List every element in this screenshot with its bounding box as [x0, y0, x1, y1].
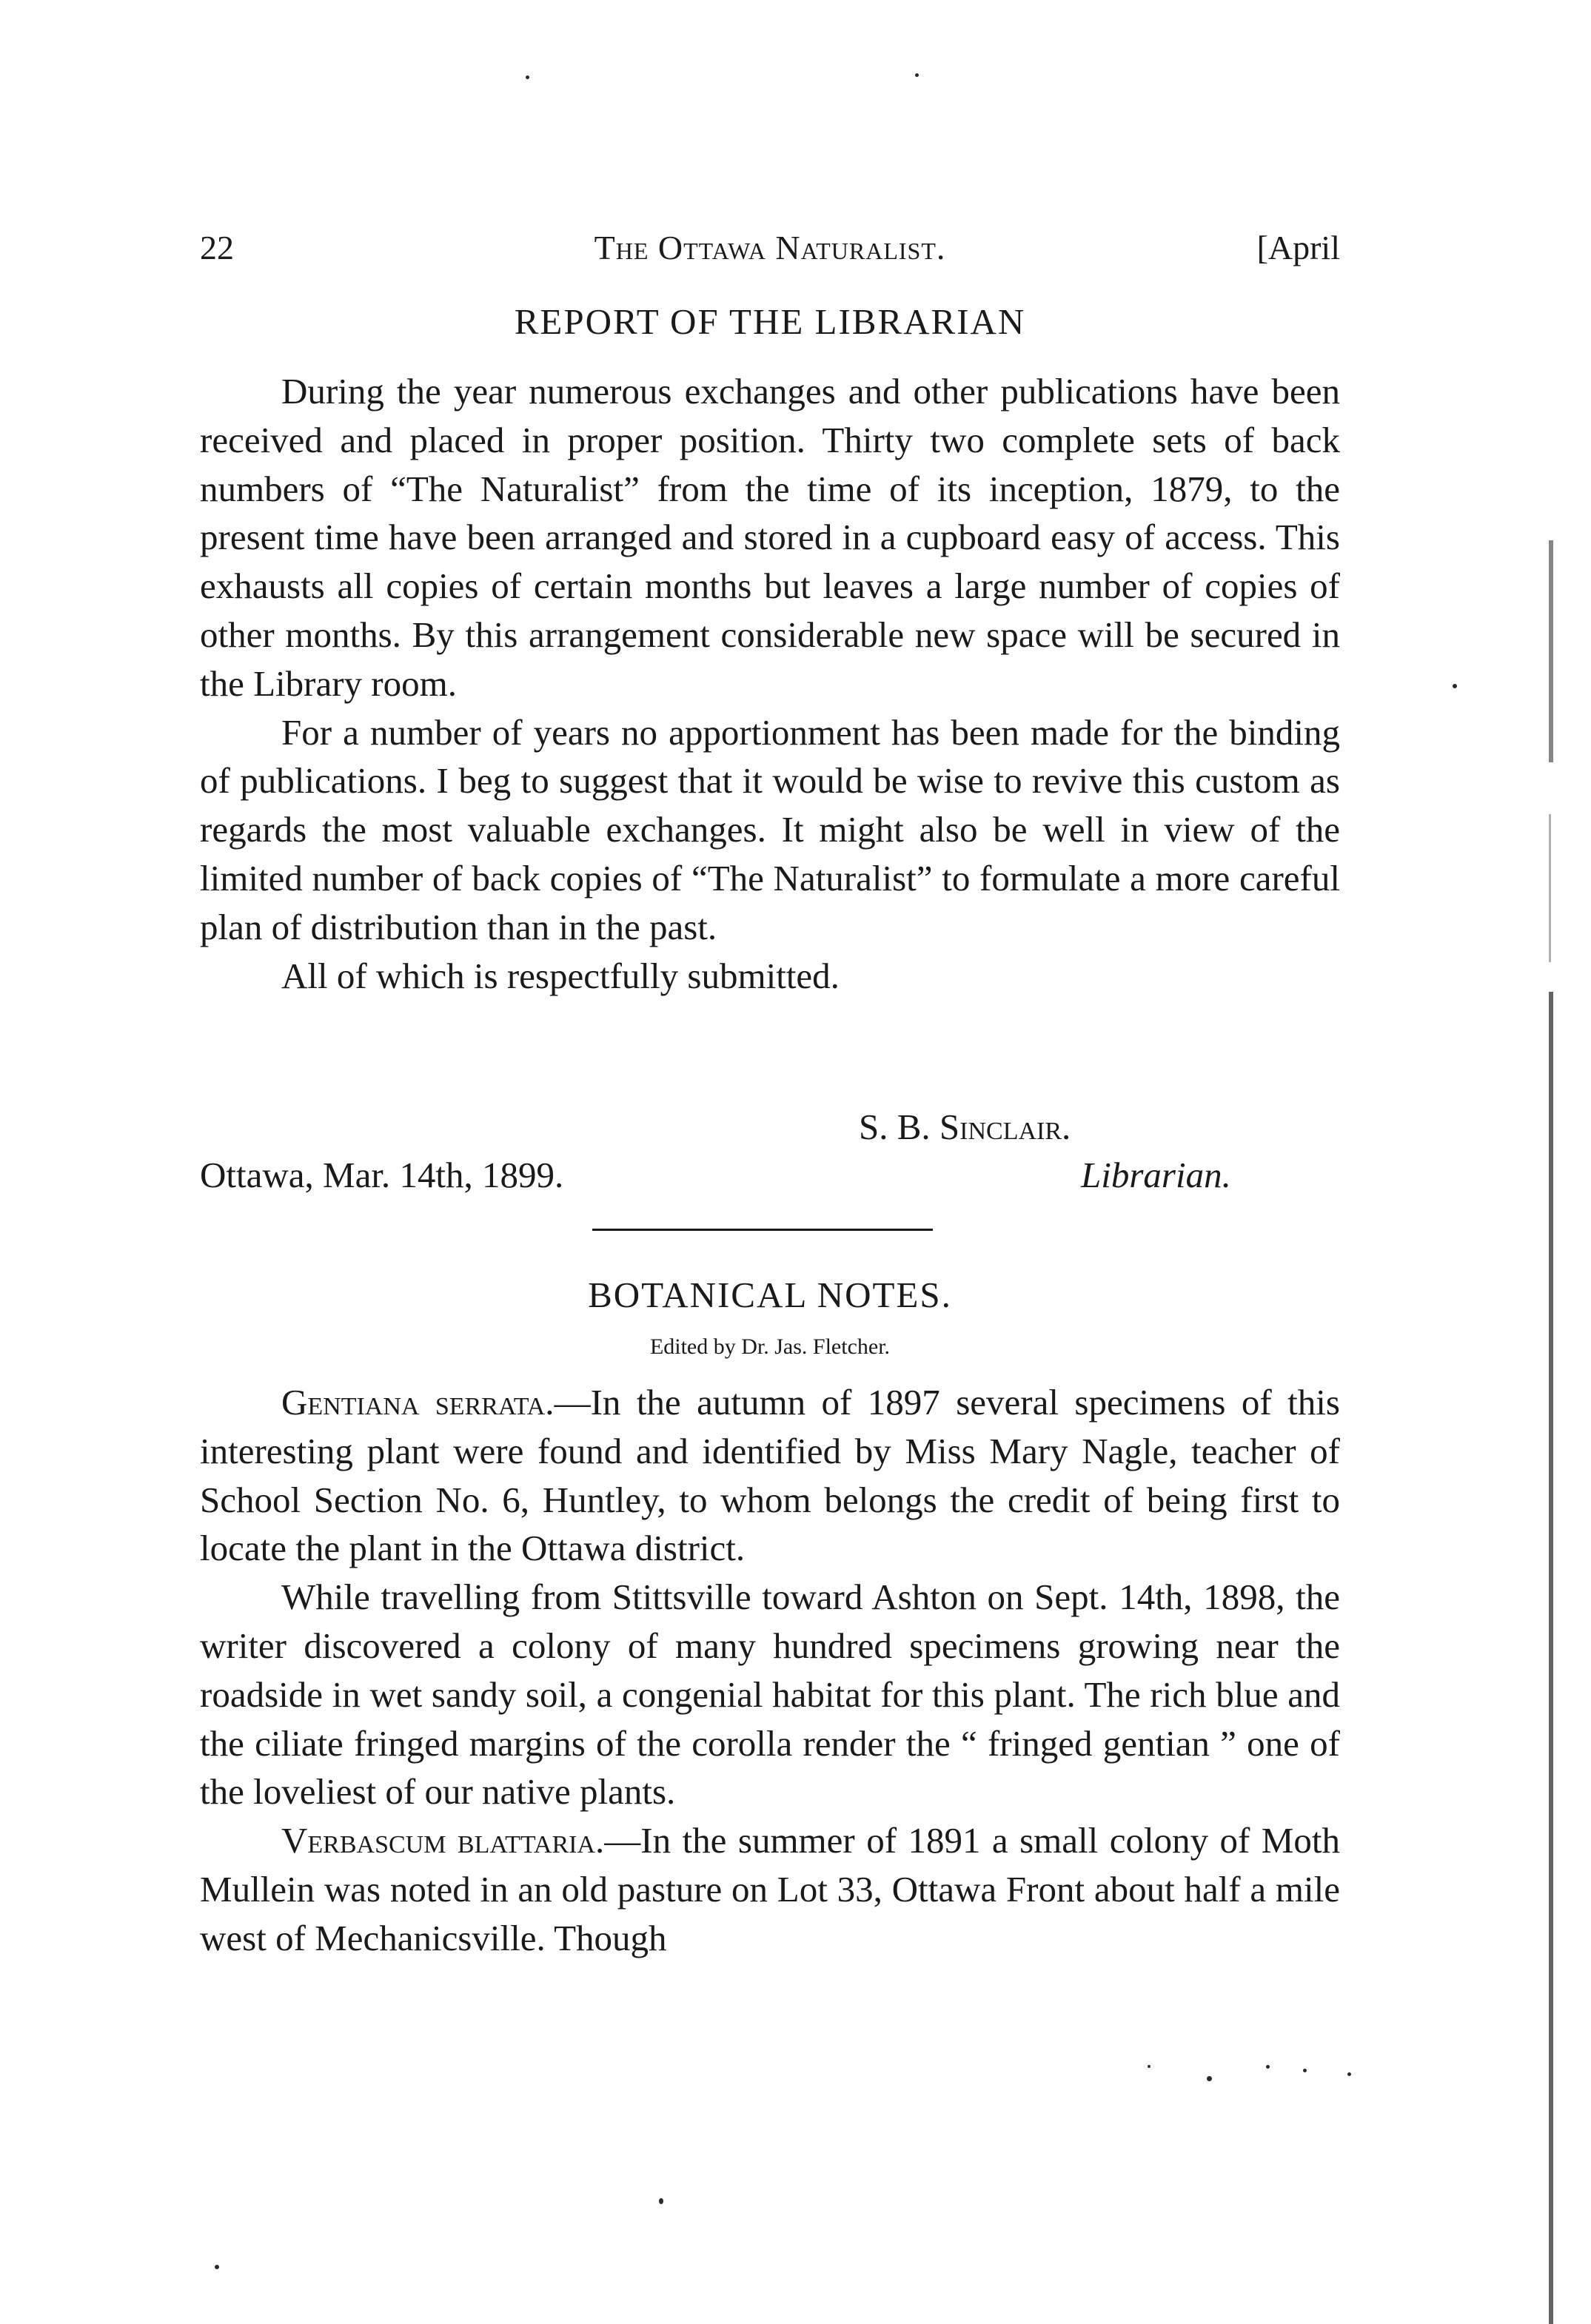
note-paragraph: [200, 1816, 1340, 1962]
issue-month: [April: [1256, 229, 1340, 266]
page-number: 22: [200, 229, 234, 266]
scan-edge-mark: [1549, 992, 1553, 2324]
note-text: —In the summer of 1891 a small colony of Moth Mullein was noted in an old pasture on Lot 33, Ottawa Front about half a mile west of Mechanicsville. Though: [200, 1820, 1340, 1958]
note-text: —In the autumn of 1897 several specimens of this interesting plant were found and identified by Miss Mary Nagle, teacher of School Section No. 6, Huntley, to whom belongs the credit of being first to locate the plant in the Ottawa district.: [200, 1382, 1340, 1569]
signature-name: S. B. Sinclair.: [859, 1106, 1071, 1147]
place-date-line: [200, 1151, 1340, 1200]
note-paragraph: [200, 1378, 1340, 1573]
librarian-report-title: REPORT OF THE LIBRARIAN: [514, 301, 1026, 342]
section-divider: [592, 1229, 933, 1231]
note-text: While travelling from Stittsville toward Ashton on Sept. 14th, 1898, the writer discovered a colony of many hundred specimens growing near the roadside in wet sandy soil, a congenial habitat for this plant. The rich blue and the ciliate fringed margins of the corolla render the “ fringed gentian ” one of the loveliest of our native plants.: [200, 1576, 1340, 1813]
signature-name-line: [200, 1103, 1340, 1152]
species-name: Gentiana serrata.: [281, 1382, 555, 1423]
librarian-report-body: [200, 367, 1340, 1000]
report-paragraph: During the year numerous exchanges and other publications have been received and placed in proper position. Thirty two complete sets of back numbers of “The Naturalist” from the time of its inception, 1879, to the present time have been arranged and stored in a cupboard easy of access. This exhausts all copies of certain months but leaves a large number of copies of other months. By this arrangement considerable new space will be secured in the Library room.: [200, 371, 1340, 704]
botanical-notes-title: BOTANICAL NOTES.: [588, 1274, 952, 1315]
scan-edge-mark: [1549, 814, 1551, 962]
botanical-notes-body: [200, 1378, 1340, 1963]
species-name: Verbascum blattaria.: [281, 1820, 605, 1861]
editor-line: Edited by Dr. Jas. Fletcher.: [649, 1334, 891, 1359]
scan-edge-mark: [1549, 540, 1553, 762]
signature-title: Librarian.: [1081, 1155, 1231, 1195]
running-head: [200, 222, 1340, 274]
place-date: Ottawa, Mar. 14th, 1899.: [200, 1155, 564, 1195]
journal-title: The Ottawa Naturalist.: [594, 229, 946, 266]
report-paragraph: All of which is respectfully submitted.: [281, 955, 840, 996]
note-paragraph: [200, 1573, 1340, 1816]
report-paragraph: For a number of years no apportionment has been made for the binding of publications. I beg to suggest that it would be wise to revive this custom as regards the most valuable exchanges. It might also be well in view of the limited number of back copies of “The Naturalist” to formulate a more careful plan of distribution than in the past.: [200, 711, 1340, 947]
